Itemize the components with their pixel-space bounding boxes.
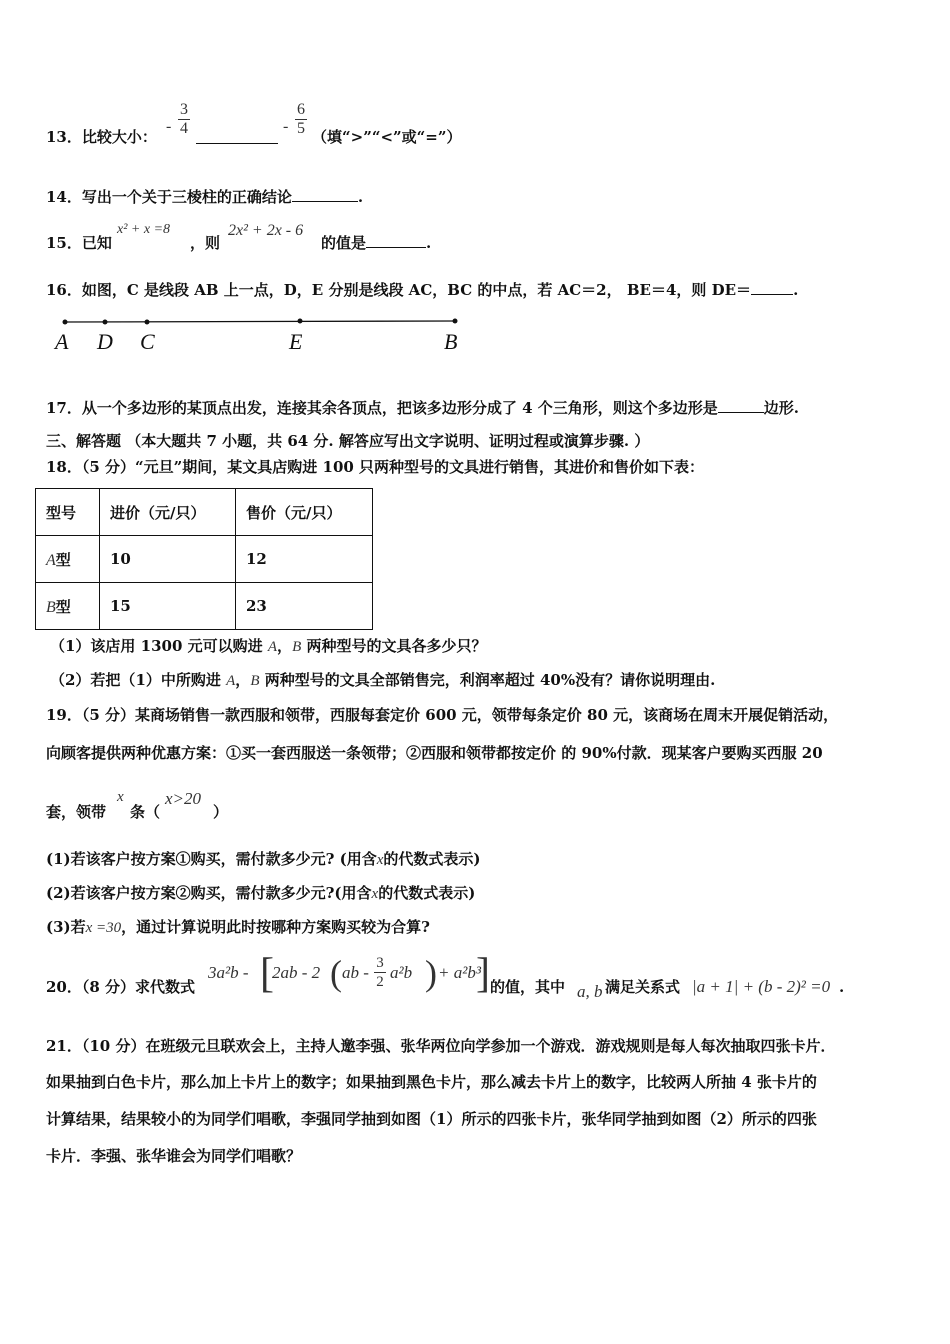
q13: [46, 127, 157, 147]
q19-s2-a: (2)若该客户按方案②购买，需付款多少元?(用含: [46, 884, 372, 902]
q20-expr-term2: 2ab - 2: [272, 963, 321, 982]
model-letter: A: [46, 551, 56, 569]
q19-line2: 向顾客提供两种优惠方案：①买一套西服送一条领带；②西服和领带都按定价 的 90%付款．现某客户要购买西服 20: [46, 744, 823, 762]
q15-tail: [321, 233, 431, 253]
point-e-dot: [298, 319, 303, 324]
point-b-dot: [453, 319, 458, 324]
q16-answer-blank[interactable]: [751, 280, 793, 295]
q13-f1-numerator: 3: [180, 101, 188, 118]
q18-part1: [50, 636, 486, 657]
table-row: [36, 583, 373, 630]
q18-p2-letter-a: A: [226, 673, 236, 689]
table-header-model: 型号: [36, 489, 100, 536]
q16-end: .: [793, 281, 799, 299]
table-cell-cost: 10: [100, 536, 236, 583]
q18-stem: 18．（5 分）“元旦”期间，某文具店购进 100 只两种型号的文具进行销售，其进价和售价如下表：: [46, 458, 705, 476]
q15: [46, 233, 112, 253]
q21-line4: 卡片．李强、张华谁会为同学们唱歌？: [46, 1147, 302, 1165]
q16: [46, 280, 798, 300]
point-label-b: B: [444, 329, 458, 354]
q18-p1-letter-b: B: [292, 639, 302, 655]
q20-expr-term1: 3a²b -: [208, 963, 249, 982]
q18-part2: [50, 670, 715, 691]
table-cell-cost: 15: [100, 583, 236, 630]
q18-p2-c: 两种型号的文具全部销售完，利润率超过 40%没有？请你说明理由.: [264, 671, 716, 689]
q14-answer-blank[interactable]: [292, 187, 358, 202]
q18-p2-a: （2）若把（1）中所购进: [50, 671, 221, 689]
q19-var-x: x: [117, 789, 124, 805]
q18-p1-letter-a: A: [267, 639, 278, 655]
q19-line3-b: 条（: [130, 803, 161, 821]
table-row: [36, 536, 373, 583]
q13-fraction-2: [295, 101, 307, 138]
q20-right-paren: ): [425, 953, 437, 993]
q19-s2-var: x: [371, 886, 379, 902]
q13-f2-denominator: 5: [297, 120, 305, 137]
q13-f2-numerator: 6: [297, 101, 305, 118]
q18-p1-c: 两种型号的文具各多少只？: [306, 637, 487, 655]
table-cell-price: 12: [236, 536, 373, 583]
q20-fraction: [374, 954, 386, 991]
model-suffix: 型: [55, 550, 71, 569]
q16-text: 16．如图，C 是线段 AB 上一点，D，E 分别是线段 AC，BC 的中点，若 AC＝2， BE＝4，则 DE＝: [46, 281, 752, 299]
section-heading: 三、解答题 （本大题共 7 小题，共 64 分. 解答应写出文字说明、证明过程或演算步骤. ）: [46, 432, 650, 450]
table-header-cost: 进价（元/只）: [100, 489, 236, 536]
point-a-dot: [63, 320, 68, 325]
q20-frac-numerator: 3: [376, 955, 384, 971]
model-suffix: 型: [55, 597, 71, 616]
point-label-e: E: [289, 329, 303, 354]
q18-price-table: [35, 488, 373, 630]
q19-s1-var: x: [376, 852, 384, 868]
q20-vars: a, b: [577, 982, 603, 1001]
q20-right-bracket: ]: [476, 951, 490, 997]
q20-expr-term4: a²b: [390, 963, 413, 982]
q13-minus-1: -: [166, 118, 172, 135]
table-cell-model: [36, 536, 100, 583]
model-letter: B: [46, 598, 56, 616]
point-label-a: A: [55, 329, 69, 354]
q19-s3-a: (3)若: [46, 918, 86, 936]
q19-s1-a: (1)若该客户按方案①购买，需付款多少元? (用含: [46, 850, 377, 868]
q19-s3-expr: x =30: [85, 920, 122, 936]
q13-answer-blank[interactable]: [196, 129, 278, 144]
q14-text: 14．写出一个关于三棱柱的正确结论: [46, 188, 292, 206]
q20-condition: |a + 1| + (b - 2)² =0: [692, 977, 831, 996]
q18-p2-b: ，: [235, 671, 251, 689]
point-label-c: C: [140, 329, 155, 354]
q13-minus-2: -: [283, 118, 289, 135]
q17-end: 边形.: [763, 399, 799, 417]
table-header-price: 售价（元/只）: [236, 489, 373, 536]
q19-line3-c: ）: [213, 803, 229, 821]
point-c-dot: [145, 320, 150, 325]
table-header-row: [36, 489, 373, 536]
q20-pre: 20．（8 分）求代数式: [46, 978, 196, 996]
q18-p2-letter-b: B: [250, 673, 260, 689]
q20-left-bracket: [: [260, 951, 274, 997]
segment-ab: [65, 321, 455, 322]
q20-frac-denominator: 2: [376, 974, 384, 990]
q21-line2: 如果抽到白色卡片，那么加上卡片上的数字；如果抽到黑色卡片，那么减去卡片上的数字，比较两人所抽 4 张卡片的: [46, 1073, 817, 1091]
q15-expr2: 2x² + 2x - 6: [228, 222, 304, 239]
q19-condition: x>20: [165, 789, 202, 808]
q15-expr1: x² + x =8: [117, 222, 171, 237]
point-label-d: D: [97, 329, 113, 354]
q19-s1-b: 的代数式表示): [383, 850, 481, 868]
q15-pre: 15．已知: [46, 234, 112, 252]
table-cell-model: [36, 583, 100, 630]
q13-hint: （填“>”“<”或“=”）: [312, 128, 462, 146]
q18-p1-b: ，: [277, 637, 293, 655]
q19-line3-a: 套，领带: [46, 803, 107, 821]
q21-line1: 21．（10 分）在班级元旦联欢会上，主持人邀李强、张华两位向学参加一个游戏．游戏规则是每人每次抽取四张卡片．: [46, 1037, 836, 1055]
q19-s3-b: ，通过计算说明此时按哪种方案购买较为合算?: [121, 918, 430, 936]
q20-mid: 的值，其中: [490, 978, 566, 996]
table-cell-price: 23: [236, 583, 373, 630]
q20-cond-pre: 满足关系式: [605, 978, 681, 996]
q19-sub3: [46, 917, 430, 938]
q21-line3: 计算结果，结果较小的为同学们唱歌，李强同学抽到如图（1）所示的四张卡片，张华同学抽到如图（2）所示的四张: [46, 1110, 817, 1128]
q16-line-segment-figure: [55, 312, 475, 332]
q15-mid: ，则: [190, 234, 221, 252]
q13-number: 13．: [46, 128, 82, 146]
q18-p1-a: （1）该店用 1300 元可以购进: [50, 637, 263, 655]
point-d-dot: [103, 320, 108, 325]
q13-fraction-1: [178, 101, 190, 138]
q19-line1: 19．（5 分）某商场销售一款西服和领带，西服每套定价 600 元，领带每条定价 80 元，该商场在周末开展促销活动，: [46, 706, 839, 724]
q15-answer-blank[interactable]: [366, 233, 426, 248]
q20-left-paren: (: [330, 953, 342, 993]
q14-end: .: [357, 188, 364, 206]
q19-s2-b: 的代数式表示): [378, 884, 476, 902]
q17-answer-blank[interactable]: [718, 398, 764, 413]
q20-end: .: [839, 978, 845, 996]
q14: [46, 187, 363, 207]
q20-expr-term5: + a²b³: [438, 963, 481, 982]
q17-text: 17．从一个多边形的某顶点出发，连接其余各顶点，把该多边形分成了 4 个三角形，则这个多边形是: [46, 399, 718, 417]
q15-post: 的值是: [321, 234, 367, 252]
q19-sub2: [46, 883, 475, 904]
q17: [46, 398, 799, 418]
q19-sub1: [46, 849, 481, 870]
q13-label: 比较大小：: [81, 128, 157, 146]
q20-expr-term3: ab -: [342, 963, 369, 982]
q13-f1-denominator: 4: [180, 120, 188, 137]
q15-end: .: [426, 234, 432, 252]
